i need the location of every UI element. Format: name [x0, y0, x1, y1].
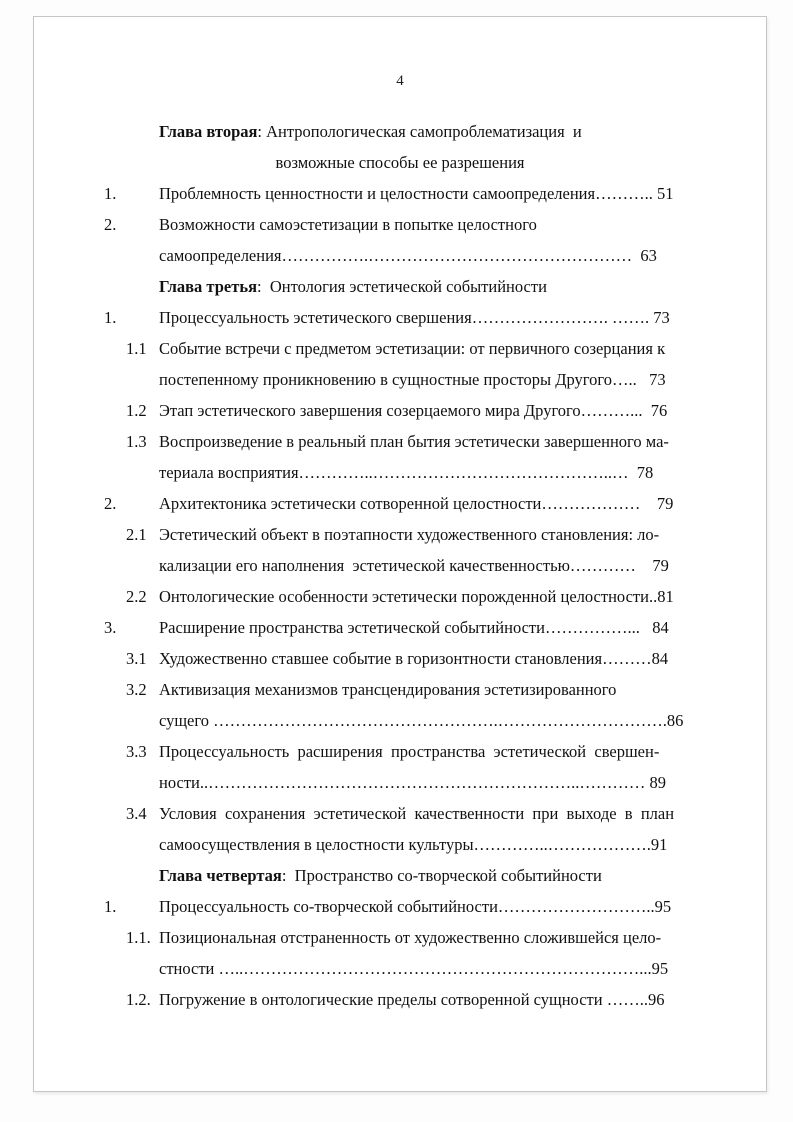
toc-entry-text	[159, 891, 696, 922]
toc-entry-text	[159, 643, 696, 674]
toc-entry-text	[159, 984, 696, 1015]
toc-entry	[104, 333, 696, 395]
toc-line: самоосуществления в целостности культуры…………..……………….91	[159, 835, 668, 854]
toc-chapter-heading-line2: возможные способы ее разрешения	[275, 153, 525, 172]
toc-entry	[104, 426, 696, 488]
toc-entry-number: 3.2	[126, 680, 147, 699]
toc-chapter-heading	[104, 116, 696, 178]
toc-entry-text	[159, 209, 696, 271]
toc-entry-number: 1.2.	[126, 990, 151, 1009]
document-sheet	[33, 16, 767, 1092]
toc-entry-number: 2.	[104, 215, 117, 234]
toc-line: Условия сохранения эстетической качественности при выходе в план	[159, 804, 675, 823]
toc-line: Позициональная отстраненность от художественно сложившейся цело-	[159, 928, 662, 947]
toc-entry-number: 1.	[104, 184, 117, 203]
toc-entry-number: 2.2	[126, 587, 147, 606]
toc-entry-number: 2.1	[126, 525, 147, 544]
toc-line: териала восприятия…………..……………………………………..… 78	[159, 463, 654, 482]
page-number: 4	[396, 73, 404, 89]
toc-line: Погружение в онтологические пределы сотворенной сущности ……..96	[159, 990, 665, 1009]
toc-entry	[104, 519, 696, 581]
toc-entry-number: 1.2	[126, 401, 147, 420]
toc-chapter-heading	[104, 271, 696, 302]
toc-entry-text	[159, 612, 696, 643]
toc-entry-text	[159, 581, 696, 612]
toc-line: Этап эстетического завершения созерцаемого мира Другого………... 76	[159, 401, 668, 420]
toc-entry-text	[159, 674, 696, 736]
toc-line: Процессуальность со-творческой событийности………………………..95	[159, 897, 672, 916]
toc-entry-text	[159, 798, 696, 860]
toc-entry-number: 1.	[104, 897, 117, 916]
toc	[104, 116, 696, 1015]
chapter-title-text: : Антропологическая самопроблематизация и	[257, 122, 582, 141]
toc-line: ности..…………………………………………………………..………… 89	[159, 773, 666, 792]
chapter-label: Глава вторая	[159, 122, 258, 141]
toc-entry	[104, 891, 696, 922]
toc-chapter-heading-line	[104, 271, 696, 302]
chapter-title-text: : Пространство со-творческой событийности	[281, 866, 602, 885]
chapter-title-text: : Онтология эстетической событийности	[257, 277, 547, 296]
toc-line: стности …..………………………………………………………………...95	[159, 959, 669, 978]
toc-entry-text	[159, 736, 696, 798]
toc-chapter-heading-line	[104, 860, 696, 891]
toc-entry-text	[159, 395, 696, 426]
toc-entry-text	[159, 922, 696, 984]
toc-entry-text	[159, 302, 696, 333]
toc-line: кализации его наполнения эстетической качественностью………… 79	[159, 556, 669, 575]
toc-line: Онтологические особенности эстетически порожденной целостности..81	[159, 587, 674, 606]
toc-line: Активизация механизмов трансцендирования эстетизированного	[159, 680, 617, 699]
toc-line: Художественно ставшее событие в горизонтности становления………84	[159, 649, 669, 668]
toc-entry-text	[159, 178, 696, 209]
toc-entry	[104, 643, 696, 674]
toc-line: Проблемность ценностности и целостности самоопределения……….. 51	[159, 184, 674, 203]
toc-line: Возможности самоэстетизации в попытке целостного	[159, 215, 537, 234]
toc-entry	[104, 674, 696, 736]
toc-entry	[104, 736, 696, 798]
toc-line: Архитектоника эстетически сотворенной целостности……………… 79	[159, 494, 674, 513]
toc-entry	[104, 798, 696, 860]
toc-entry-number: 3.	[104, 618, 117, 637]
toc-entry	[104, 488, 696, 519]
toc-line: Воспроизведение в реальный план бытия эстетически завершенного ма-	[159, 432, 669, 451]
toc-entry-number: 1.	[104, 308, 117, 327]
toc-entry	[104, 395, 696, 426]
toc-entry	[104, 984, 696, 1015]
toc-line: Процессуальность эстетического свершения……………………. ……. 73	[159, 308, 670, 327]
toc-entry-number: 1.1.	[126, 928, 151, 947]
toc-chapter-heading	[104, 860, 696, 891]
chapter-label: Глава третья	[159, 277, 257, 296]
toc-entry	[104, 302, 696, 333]
toc-entry-text	[159, 426, 696, 488]
toc-line: Расширение пространства эстетической событийности……………... 84	[159, 618, 669, 637]
toc-line: Процессуальность расширения пространства эстетической свершен-	[159, 742, 660, 761]
chapter-label: Глава четвертая	[159, 866, 282, 885]
toc-line: постепенному проникновению в сущностные просторы Другого….. 73	[159, 370, 666, 389]
toc-line: сущего …………………………………………….………………………….86	[159, 711, 684, 730]
toc-entry-number: 2.	[104, 494, 117, 513]
toc-chapter-heading-line	[104, 116, 696, 147]
toc-entry-text	[159, 519, 696, 581]
toc-line: Эстетический объект в поэтапности художественного становления: ло-	[159, 525, 660, 544]
toc-entry	[104, 581, 696, 612]
toc-entry-number: 1.1	[126, 339, 147, 358]
toc-entry	[104, 209, 696, 271]
toc-entry-number: 3.4	[126, 804, 147, 823]
toc-entry	[104, 922, 696, 984]
toc-entry-text	[159, 333, 696, 395]
toc-entry-text	[159, 488, 696, 519]
toc-entry-number: 3.1	[126, 649, 147, 668]
toc-line: Событие встречи с предметом эстетизации: от первичного созерцания к	[159, 339, 666, 358]
toc-line: самоопределения…………….………………………………………… 63	[159, 246, 657, 265]
toc-entry	[104, 178, 696, 209]
toc-entry-number: 3.3	[126, 742, 147, 761]
toc-entry-number: 1.3	[126, 432, 147, 451]
toc-entry	[104, 612, 696, 643]
